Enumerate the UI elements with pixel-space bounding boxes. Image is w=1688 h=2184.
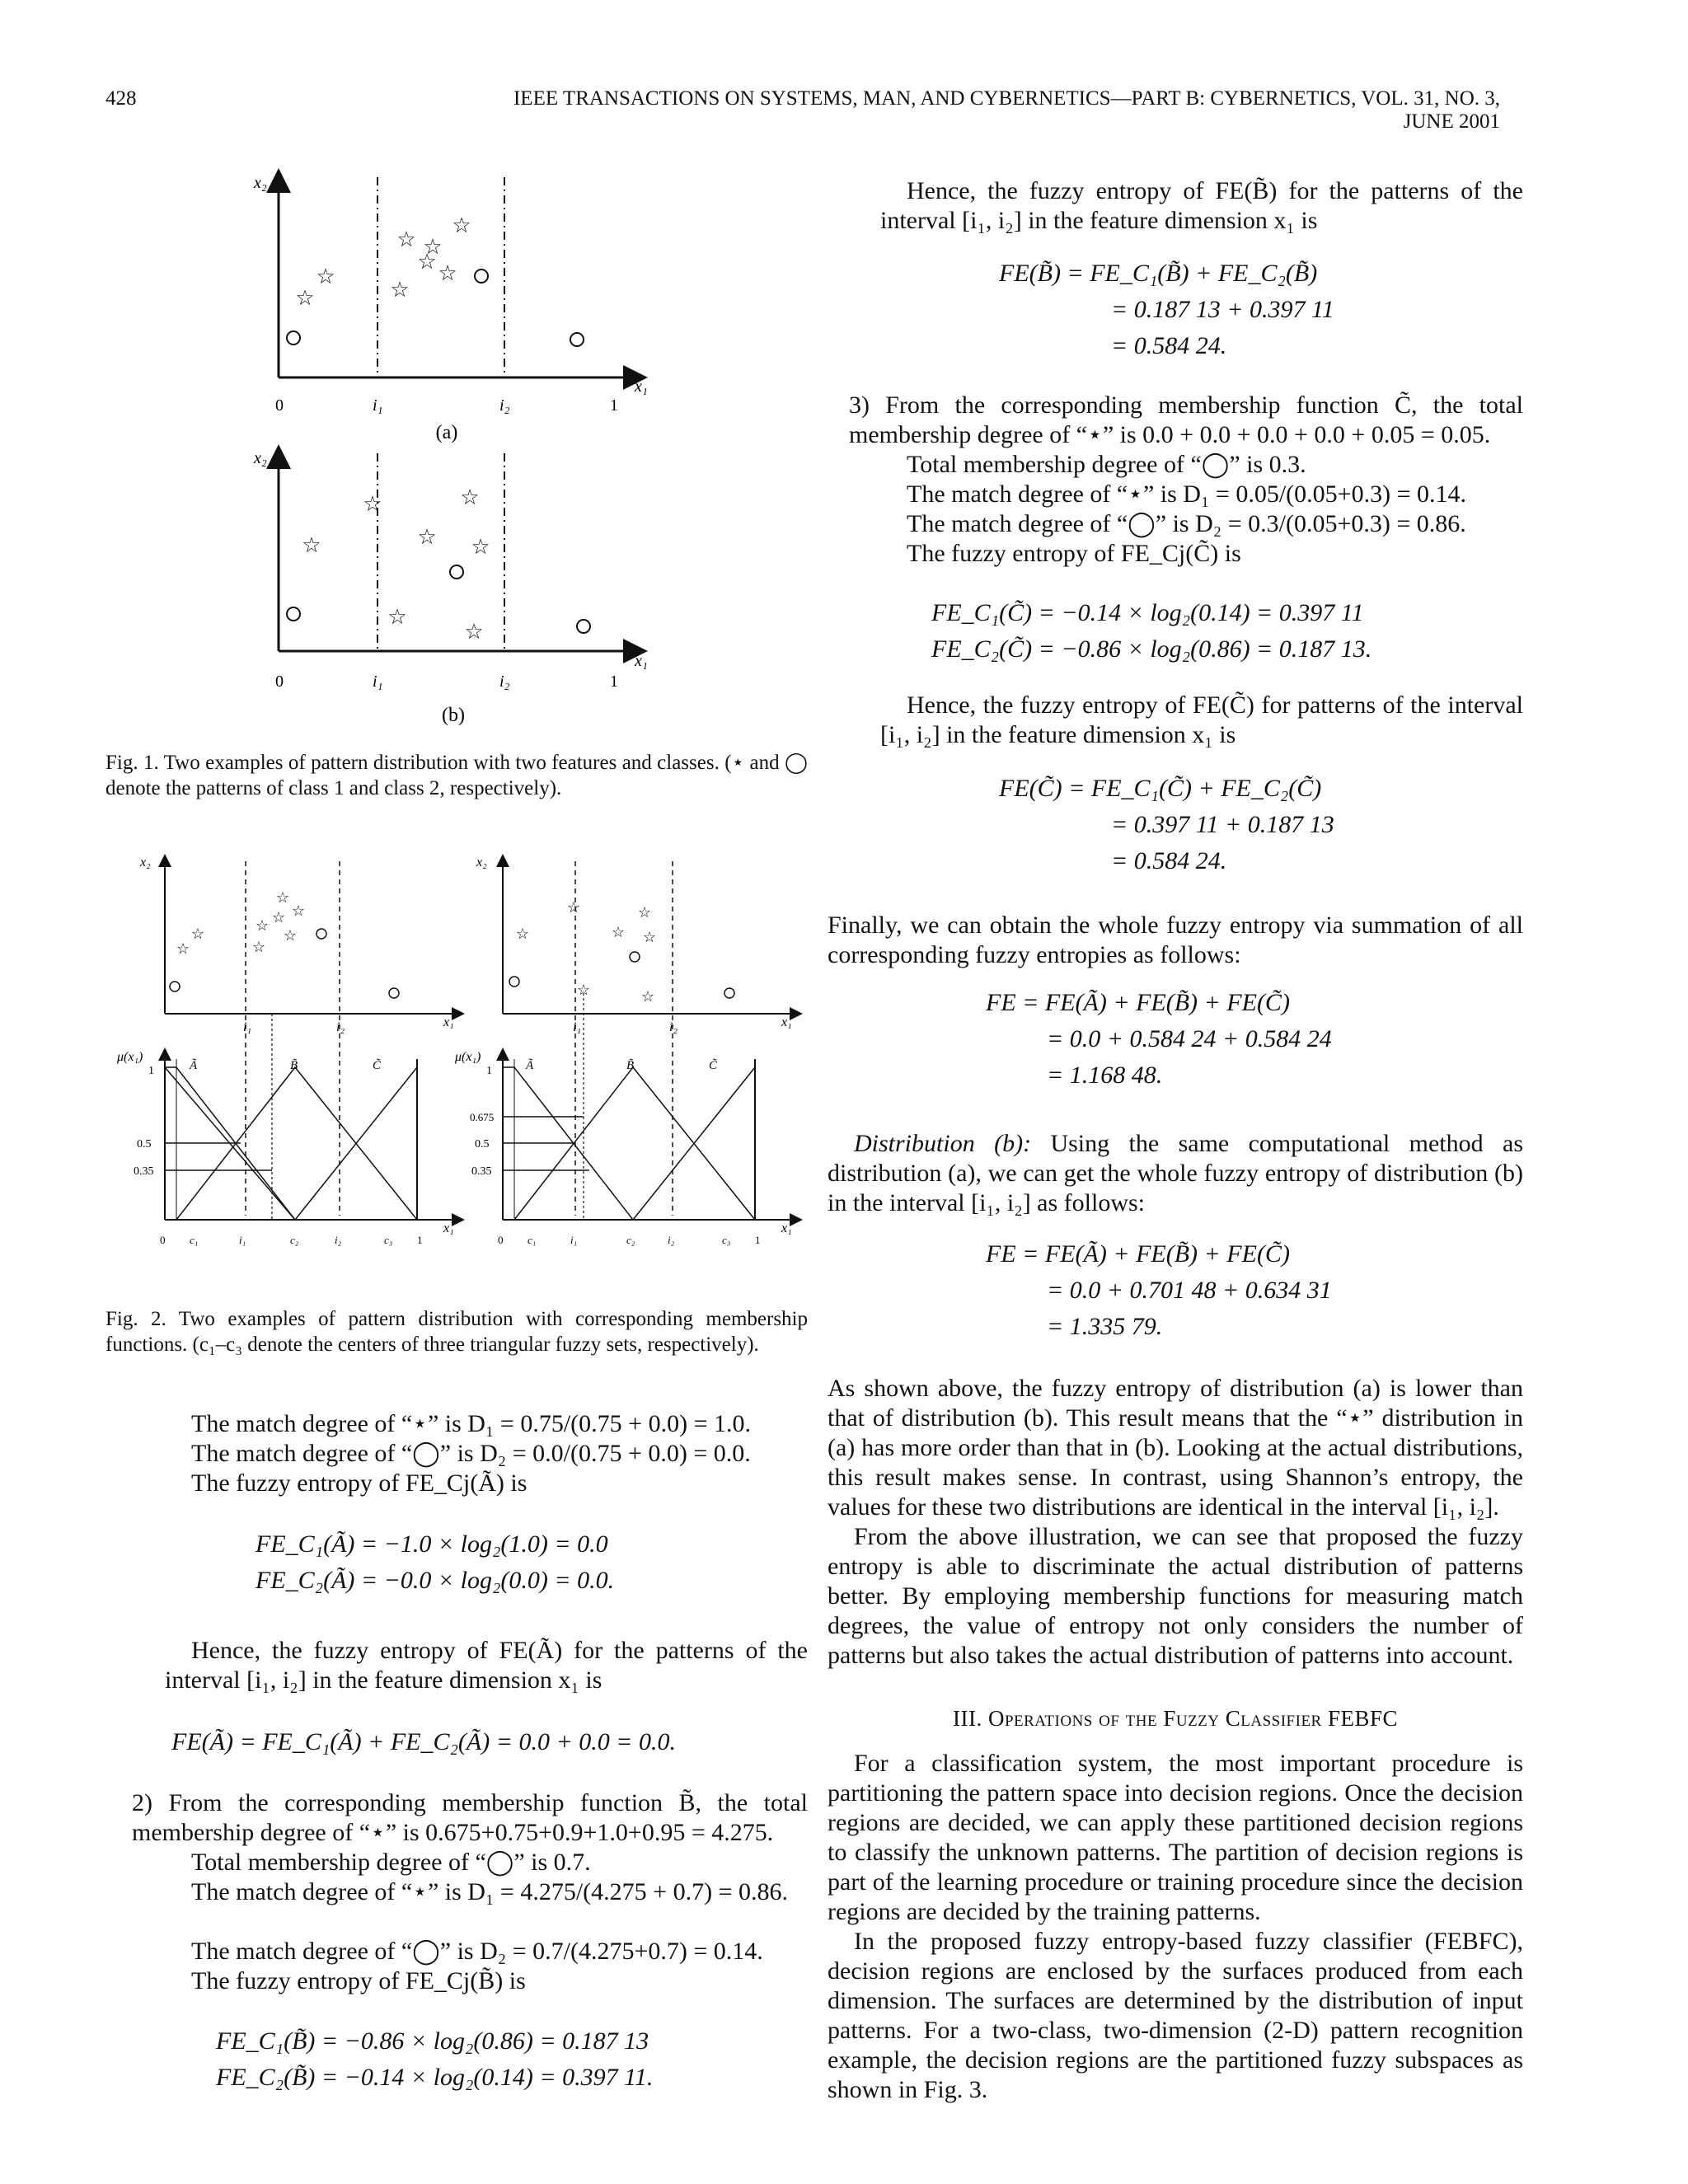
fig2-right-x1-label: x₁ xyxy=(781,1221,792,1235)
fig1a-tick-i2: i₂ xyxy=(499,396,510,415)
fig1b-x-axis-label: x₁ xyxy=(635,652,648,670)
running-header: IEEE TRANSACTIONS ON SYSTEMS, MAN, AND CYBERNETICS—PART B: CYBERNETICS, VOL. 31, NO. 3, JUNE 2001 xyxy=(513,87,1500,133)
fig2-left-membership xyxy=(116,1014,462,1246)
equation-fe-a-total: FE(Ã) = FE_C₁(Ã) + FE_C₂(Ã) = 0.0 + 0.0 = 0.0. xyxy=(171,1728,676,1755)
fig1a-plot xyxy=(253,173,648,443)
fig2-right-set-c: C̃ xyxy=(709,1059,718,1072)
svg-text:☆: ☆ xyxy=(271,909,286,926)
match-degree-circle-a: The match degree of “◯” is D₂ = 0.0/(0.75 + 0.0) = 0.0. xyxy=(191,1440,751,1467)
equation-total-b-line1: FE = FE(Ã) + FE(B̃) + FE(C̃) xyxy=(986,1240,1290,1268)
fig2-right-mu-label: μ(x₁) xyxy=(455,1050,481,1064)
fig2-right-ytick-1: 1 xyxy=(486,1065,492,1077)
equation-total-a-line2: = 0.0 + 0.584 24 + 0.584 24 xyxy=(1047,1025,1332,1052)
svg-text:☆: ☆ xyxy=(452,213,471,237)
fig1b-tick-i1: i₁ xyxy=(373,673,383,691)
fig1b-y-axis-label: x₂ xyxy=(254,449,267,467)
fig2-right-scatter xyxy=(476,855,799,1216)
match-degree-circle-b: The match degree of “◯” is D₂ = 0.7/(4.275+0.7) = 0.14. xyxy=(191,1938,763,1965)
fig1b-tick-i2: i₂ xyxy=(499,673,510,691)
equation-fe-c-line3: = 0.584 24. xyxy=(1111,847,1227,874)
svg-text:☆: ☆ xyxy=(387,605,407,629)
fig1a-tick-i1: i₁ xyxy=(373,396,383,415)
svg-text:☆: ☆ xyxy=(637,904,652,921)
equation-total-a-line3: = 1.168 48. xyxy=(1047,1062,1163,1089)
fig2-left-set-c: C̃ xyxy=(373,1059,382,1072)
svg-text:☆: ☆ xyxy=(176,940,190,957)
fig2-left-xtick-i2: i₂ xyxy=(335,1234,342,1246)
classification-paragraph: For a classification system, the most important procedure is partitioning the pattern space into decision regions. Once the decision regions are decided, we can apply these partitioned decision regions to classify the unknown patterns. The partition of decision regions is part of the learning procedure or training procedure since the decision regions are decided by the training patterns. xyxy=(828,1750,1523,1925)
match-degree-star-b: The match degree of “⋆” is D₁ = 4.275/(4.275 + 0.7) = 0.86. xyxy=(191,1878,788,1905)
svg-text:☆: ☆ xyxy=(295,286,315,310)
fig2-right-xtick-c1: c₁ xyxy=(528,1234,537,1246)
fig2-right-ytick-0675: 0.675 xyxy=(470,1111,495,1123)
equation-fe-c2-a: FE_C₂(Ã) = −0.0 × log₂(0.0) = 0.0. xyxy=(256,1567,615,1594)
fig2-left-ytick-1: 1 xyxy=(148,1065,154,1077)
equation-fe-c-line2: = 0.397 11 + 0.187 13 xyxy=(1111,811,1334,838)
fig2-right-ytick-035: 0.35 xyxy=(471,1165,492,1178)
finally-paragraph: Finally, we can obtain the whole fuzzy entropy via summation of all corresponding fuzzy entropies as follows: xyxy=(828,912,1523,968)
svg-text:☆: ☆ xyxy=(576,982,591,998)
svg-text:☆: ☆ xyxy=(275,889,290,906)
svg-text:☆: ☆ xyxy=(291,902,306,919)
fig2-caption: Fig. 2. Two examples of pattern distribution with corresponding membership functions. (c₁–c₃ denote the centers of three triangular fuzzy sets, respectively). xyxy=(106,1308,808,1356)
fig2-left-x1-label: x₁ xyxy=(443,1221,454,1235)
svg-text:☆: ☆ xyxy=(302,533,321,557)
svg-text:☆: ☆ xyxy=(464,620,484,644)
svg-text:☆: ☆ xyxy=(417,250,437,274)
svg-text:☆: ☆ xyxy=(642,929,657,945)
fig2-right-xtick-c2: c₂ xyxy=(626,1234,635,1246)
svg-text:☆: ☆ xyxy=(363,492,382,516)
equation-fe-c1-c: FE_C₁(C̃) = −0.14 × log₂(0.14) = 0.397 11 xyxy=(931,599,1364,626)
svg-text:☆: ☆ xyxy=(640,988,655,1005)
fig1b-plot xyxy=(253,449,648,725)
page-number: 428 xyxy=(106,87,137,110)
fig2-left-xtick-c1: c₁ xyxy=(190,1234,199,1246)
equation-fe-c-line1: FE(C̃) = FE_C₁(C̃) + FE_C₂(C̃) xyxy=(999,775,1322,802)
svg-text:☆: ☆ xyxy=(460,485,480,509)
svg-text:☆: ☆ xyxy=(417,525,437,549)
fig2-right-tick-i1: i₁ xyxy=(573,1020,582,1034)
equation-fe-b-line3: = 0.584 24. xyxy=(1111,332,1227,359)
fig1-caption: Fig. 1. Two examples of pattern distribution with two features and classes. (⋆ and ◯ denote the patterns of class 1 and class 2, respectively). xyxy=(106,752,808,799)
match-degree-star-a: The match degree of “⋆” is D₁ = 0.75/(0.75 + 0.0) = 1.0. xyxy=(191,1410,751,1437)
fig2-right-xtick-i2: i₂ xyxy=(668,1234,675,1246)
fig2-left-xtick-i1: i₁ xyxy=(239,1234,246,1246)
equation-fe-c2-c: FE_C₂(C̃) = −0.86 × log₂(0.86) = 0.187 13. xyxy=(931,635,1372,663)
illustration-paragraph: From the above illustration, we can see that proposed the fuzzy entropy is able to discriminate the actual distribution of patterns better. By employing membership functions for measuring match degrees, the value of entropy not only considers the number of patterns but also takes the actual distribution of patterns into account. xyxy=(828,1523,1523,1669)
equation-fe-c2-b: FE_C₂(B̃) = −0.14 × log₂(0.14) = 0.397 11. xyxy=(216,2064,654,2091)
svg-text:☆: ☆ xyxy=(251,939,266,955)
hence-paragraph-c: Hence, the fuzzy entropy of FE(C̃) for patterns of the interval [i₁, i₂] in the feature dimension x₁ is xyxy=(880,691,1523,748)
distribution-b-paragraph xyxy=(828,1129,1523,1218)
equation-total-b-line2: = 0.0 + 0.701 48 + 0.634 31 xyxy=(1047,1277,1332,1304)
fig2-left-set-a: Ã xyxy=(190,1059,198,1072)
fuzzy-entropy-intro-c: The fuzzy entropy of FE_Cj(C̃) is xyxy=(907,540,1241,567)
fig1a-y-axis-label: x₂ xyxy=(254,174,267,192)
item-2-paragraph: 2) From the corresponding membership function B̃, the total membership degree of “⋆” is 0.675+0.75+0.9+1.0+0.95 = 4.275. xyxy=(132,1789,808,1846)
fuzzy-entropy-intro-b: The fuzzy entropy of FE_Cj(B̃) is xyxy=(191,1967,526,1994)
total-membership-circle-b: Total membership degree of “◯” is 0.7. xyxy=(191,1849,591,1876)
hence-paragraph-a: Hence, the fuzzy entropy of FE(Ã) for the patterns of the interval [i₁, i₂] in the feature dimension x₁ is xyxy=(165,1637,808,1694)
fig2-left-ytick-05: 0.5 xyxy=(137,1138,152,1151)
section-heading: III. Operations of the Fuzzy Classifier FEBFC xyxy=(952,1706,1399,1731)
equation-fe-c1-b: FE_C₁(B̃) = −0.86 × log₂(0.86) = 0.187 13 xyxy=(216,2027,649,2055)
figure-1 xyxy=(239,165,668,725)
equation-fe-b-line2: = 0.187 13 + 0.397 11 xyxy=(1111,296,1334,323)
fig2-left-xtick-0: 0 xyxy=(160,1234,166,1246)
svg-text:☆: ☆ xyxy=(316,265,335,288)
fig1b-tick-1: 1 xyxy=(610,673,618,691)
equation-fe-b-line1: FE(B̃) = FE_C₁(B̃) + FE_C₂(B̃) xyxy=(999,260,1318,287)
svg-text:☆: ☆ xyxy=(471,535,490,559)
svg-text:☆: ☆ xyxy=(515,926,530,942)
svg-text:☆: ☆ xyxy=(255,917,270,934)
fig2-left-scatter xyxy=(139,855,462,1216)
match-degree-circle-c: The match degree of “◯” is D₂ = 0.3/(0.05+0.3) = 0.86. xyxy=(907,510,1466,537)
fig2-left-xtick-1: 1 xyxy=(417,1234,423,1246)
distribution-b-text: Using the same computational method as distribution (a), we can get the whole fuzzy entropy of distribution (b) in the interval [i₁, i₂] as follows: xyxy=(828,1130,1524,1216)
fig2-left-x-axis-label: x₁ xyxy=(443,1015,454,1029)
fig1a-tick-1: 1 xyxy=(610,396,618,415)
fig1a-tick-0: 0 xyxy=(275,396,284,415)
svg-text:☆: ☆ xyxy=(438,261,457,285)
fig2-left-set-b: B̃ xyxy=(290,1059,298,1072)
fig2-left-mu-label: μ(x₁) xyxy=(117,1050,143,1064)
fig2-right-xtick-c3: c₃ xyxy=(722,1234,731,1246)
equation-total-b-line3: = 1.335 79. xyxy=(1047,1313,1163,1340)
fig2-right-membership xyxy=(454,993,799,1246)
svg-text:☆: ☆ xyxy=(190,926,205,942)
fig2-right-y-axis-label: x₂ xyxy=(476,855,487,869)
fig2-right-xtick-1: 1 xyxy=(755,1234,761,1246)
fig1b-sublabel: (b) xyxy=(442,705,465,725)
fig2-left-xtick-c3: c₃ xyxy=(384,1234,393,1246)
fig1b-tick-0: 0 xyxy=(275,673,284,691)
fig2-right-ytick-05: 0.5 xyxy=(475,1138,490,1151)
total-membership-circle-c: Total membership degree of “◯” is 0.3. xyxy=(907,451,1306,478)
fig1a-x-axis-label: x₁ xyxy=(635,377,648,396)
fig1a-sublabel: (a) xyxy=(435,422,458,443)
svg-text:☆: ☆ xyxy=(396,227,416,251)
fig2-left-y-axis-label: x₂ xyxy=(140,855,151,869)
fig2-right-xtick-0: 0 xyxy=(498,1234,504,1246)
equation-total-a-line1: FE = FE(Ã) + FE(B̃) + FE(C̃) xyxy=(986,989,1290,1016)
hence-paragraph-b: Hence, the fuzzy entropy of FE(B̃) for the patterns of the interval [i₁, i₂] in the feature dimension x₁ is xyxy=(880,177,1523,234)
fig2-left-ytick-035: 0.35 xyxy=(134,1165,154,1178)
fuzzy-entropy-intro-a: The fuzzy entropy of FE_Cj(Ã) is xyxy=(191,1469,528,1497)
fig2-left-tick-i2: i₂ xyxy=(336,1020,345,1034)
svg-text:☆: ☆ xyxy=(611,924,626,940)
match-degree-star-c: The match degree of “⋆” is D₁ = 0.05/(0.05+0.3) = 0.14. xyxy=(907,480,1466,508)
comparison-paragraph: As shown above, the fuzzy entropy of distribution (a) is lower than that of distribution (b). This result means that the “⋆” distribution in (a) has more order than that in (b). Looking at the actual distributions, this result makes sense. In contrast, using Shannon’s entropy, the values for these two distributions are identical in the interval [i₁, i₂]. xyxy=(828,1375,1523,1521)
fig2-left-xtick-c2: c₂ xyxy=(290,1234,299,1246)
fig2-right-xtick-i1: i₁ xyxy=(570,1234,578,1246)
figure-2 xyxy=(115,845,808,1273)
svg-text:☆: ☆ xyxy=(283,927,298,944)
equation-fe-c1-a: FE_C₁(Ã) = −1.0 × log₂(1.0) = 0.0 xyxy=(256,1530,608,1558)
svg-text:☆: ☆ xyxy=(390,278,410,302)
svg-text:☆: ☆ xyxy=(566,899,581,916)
fig2-right-set-a: Ã xyxy=(526,1059,534,1072)
fig2-left-tick-i1: i₁ xyxy=(243,1020,252,1034)
fig2-right-x-axis-label: x₁ xyxy=(781,1015,792,1029)
fig2-right-tick-i2: i₂ xyxy=(669,1020,678,1034)
distribution-b-heading: Distribution (b): xyxy=(854,1130,1032,1157)
fig2-right-set-b: B̃ xyxy=(626,1059,635,1072)
febfc-paragraph: In the proposed fuzzy entropy-based fuzzy classifier (FEBFC), decision regions are enclosed by the surfaces produced from each dimension. The surfaces are determined by the distribution of input patterns. For a two-class, two-dimension (2-D) pattern recognition example, the decision regions are the partitioned fuzzy subspaces as shown in Fig. 3. xyxy=(828,1928,1523,2103)
svg-text:☆: ☆ xyxy=(423,235,443,259)
item-3-paragraph: 3) From the corresponding membership function C̃, the total membership degree of “⋆” is 0.0 + 0.0 + 0.0 + 0.0 + 0.05 = 0.05. xyxy=(849,391,1523,448)
